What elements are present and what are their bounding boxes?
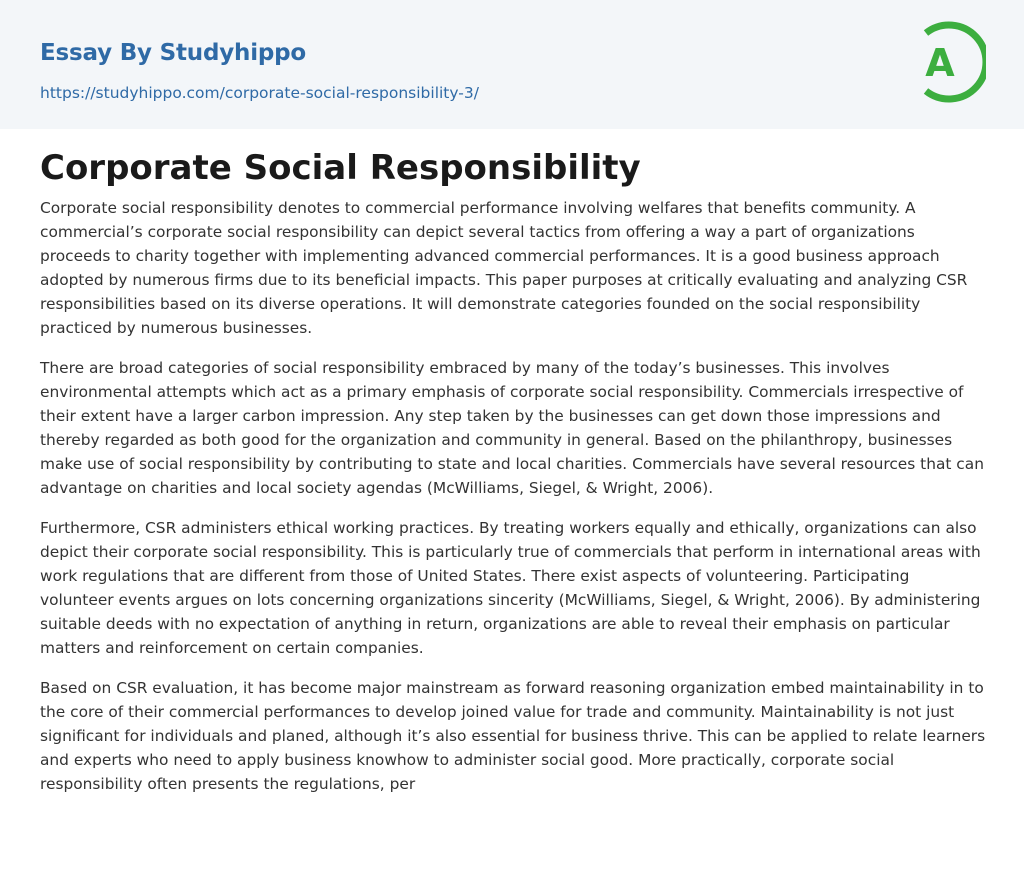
site-brand[interactable]: Essay By Studyhippo [40,40,307,66]
article-paragraph-4: Based on CSR evaluation, it has become major mainstream as forward reasoning organization embed maintainability in to the core of their commercial performances to develop joined value for trade and community. Maintainability is not just significant for individuals and planed, although it’s also essential for business thrive. This can be applied to relate learners and experts who need to apply business knowhow to administer social good. More practically, corporate social responsibility often presents the regulations, per [40,679,986,793]
studyhippo-logo-icon[interactable] [912,19,986,105]
article-content [40,146,986,812]
site-header [0,0,1024,129]
article-paragraph-1: Corporate social responsibility denotes to commercial performance involving welfares that benefits community. A commercial’s corporate social responsibility can depict several tactics from offering a way a part of organizations proceeds to charity together with implementing advanced commercial performances. It is a good business approach adopted by numerous firms due to its beneficial impacts. This paper purposes at critically evaluating and analyzing CSR responsibilities based on its diverse operations. It will demonstrate categories founded on the social responsibility practiced by numerous businesses. [40,199,968,337]
article-paragraph-3: Furthermore, CSR administers ethical working practices. By treating workers equally and ethically, organizations can also depict their corporate social responsibility. This is particularly true of commercials that perform in international areas with work regulations that are different from those of United States. There exist aspects of volunteering. Participating volunteer events argues on lots concerning organizations sincerity (McWilliams, Siegel, & Wright, 2006). By administering suitable deeds with no expectation of anything in return, organizations are able to reveal their emphasis on particular matters and reinforcement on certain companies. [40,519,981,657]
article-paragraph-2: There are broad categories of social responsibility embraced by many of the today’s businesses. This involves environmental attempts which act as a primary emphasis of corporate social responsibility. Commercials irrespective of their extent have a larger carbon impression. Any step taken by the businesses can get down those impressions and thereby regarded as both good for the organization and community in general. Based on the philanthropy, businesses make use of social responsibility by contributing to state and local charities. Commercials have several resources that can advantage on charities and local society agendas (McWilliams, Siegel, & Wright, 2006). [40,359,984,497]
article-title: Corporate Social Responsibility [40,148,641,188]
logo-letter: A [925,41,955,85]
source-url-link[interactable]: https://studyhippo.com/corporate-social-responsibility-3/ [40,84,479,102]
